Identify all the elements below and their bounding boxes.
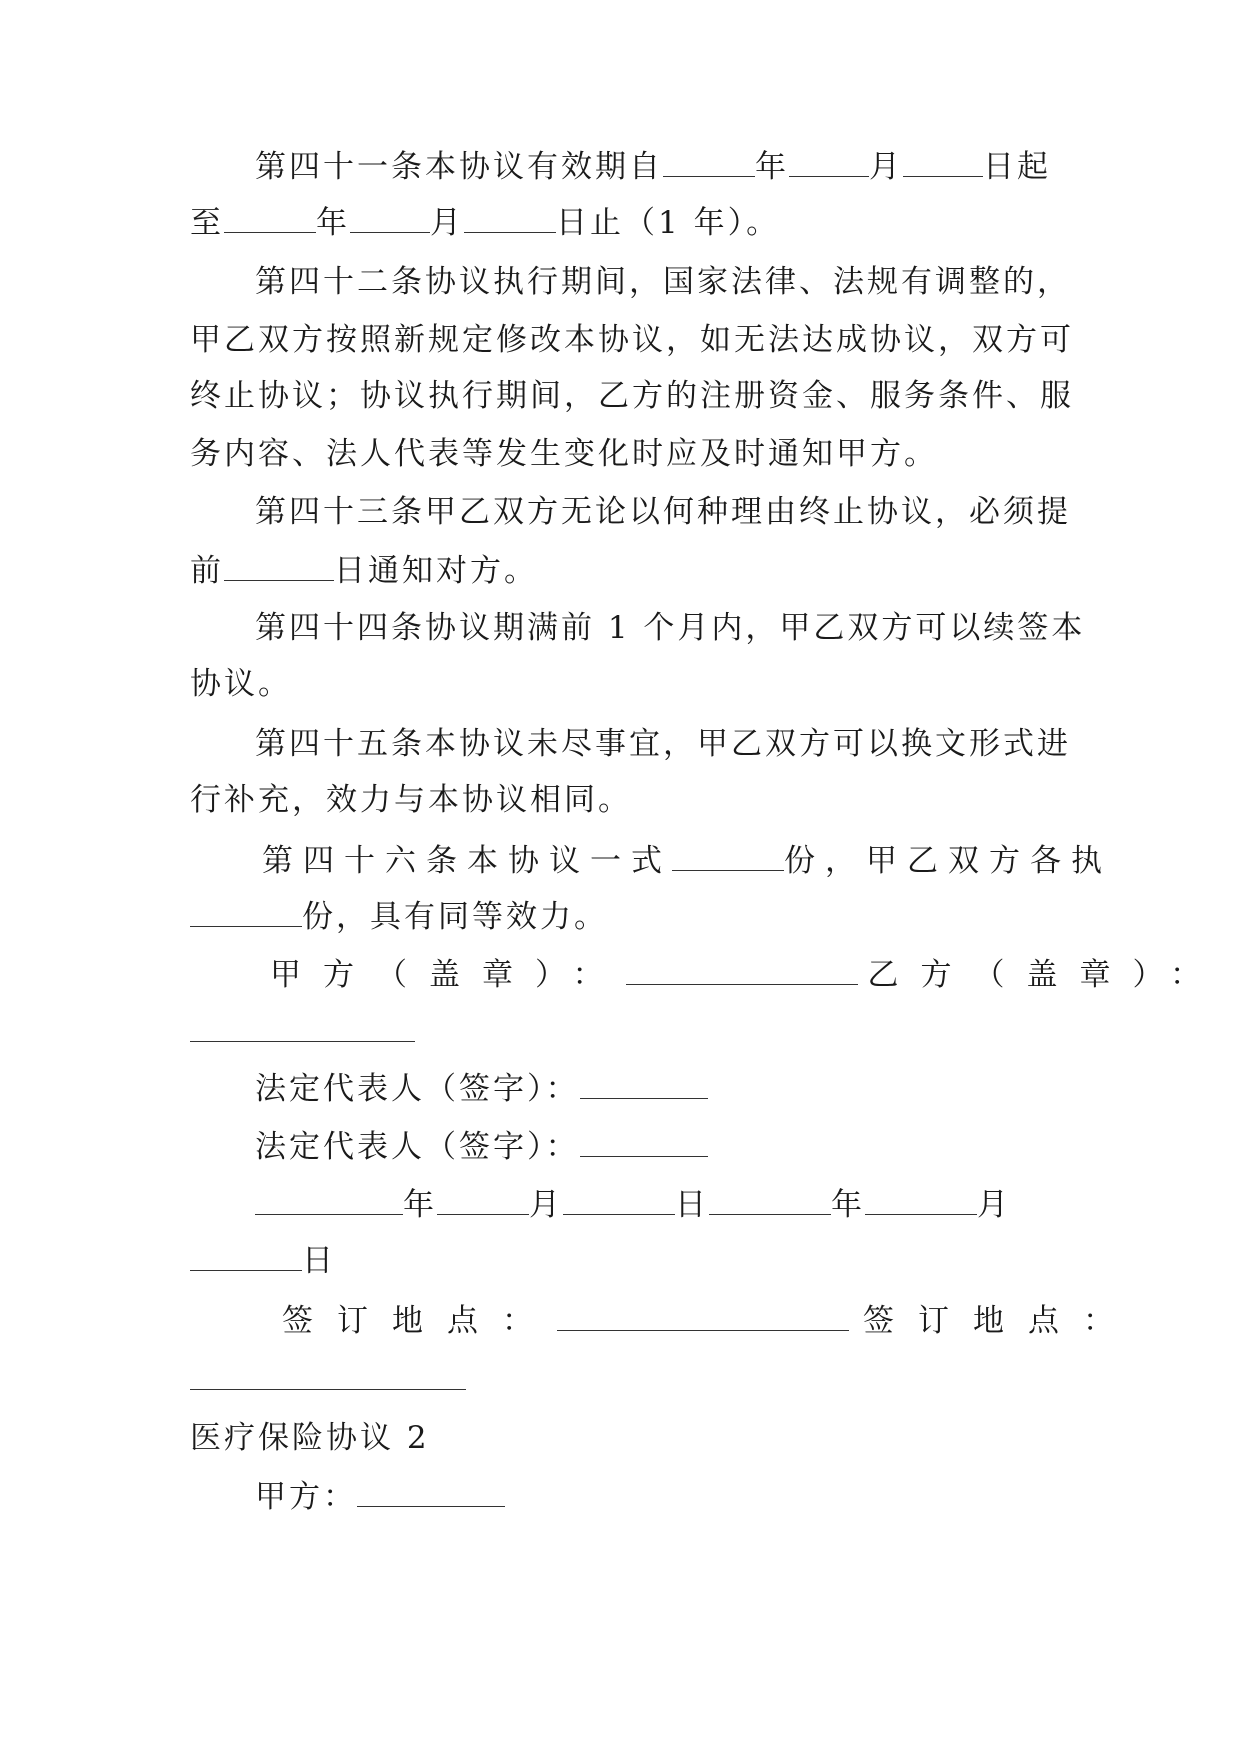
party-a-seal-label: 甲方（盖章）：: [270, 957, 626, 993]
month-blank[interactable]: [789, 146, 869, 177]
article-41-line-1: [255, 146, 1060, 186]
date-line: [255, 1184, 1060, 1224]
text: 前: [190, 553, 224, 589]
text: 至: [190, 205, 224, 241]
article-42-line-2: 甲乙双方按照新规定修改本协议，如无法达成协议，双方可: [190, 322, 1074, 358]
section-2-title: 医疗保险协议 2: [190, 1420, 430, 1456]
place-blank-a[interactable]: [557, 1300, 849, 1331]
article-46-line-2: [190, 896, 1060, 936]
month-blank[interactable]: [437, 1184, 529, 1215]
place-line: [282, 1300, 1138, 1340]
place-label-a: 签订地点：: [282, 1303, 557, 1339]
article-42-line-4: 务内容、法人代表等发生变化时应及时通知甲方。: [190, 436, 938, 472]
date-line-2: [190, 1240, 1060, 1280]
article-45-line-1: 第四十五条本协议未尽事宜，甲乙双方可以换文形式进: [255, 726, 1071, 762]
party-b-seal-blank[interactable]: [190, 1040, 415, 1042]
rep-label: 法定代表人（签字）：: [255, 1129, 580, 1165]
day-blank[interactable]: [464, 202, 556, 233]
year-blank[interactable]: [255, 1184, 403, 1215]
year-blank[interactable]: [224, 202, 316, 233]
article-43-line-2: [190, 550, 1060, 590]
day-blank[interactable]: [190, 1240, 302, 1271]
article-46-line-1: [262, 840, 1112, 880]
text: 月: [869, 149, 903, 185]
rep-label: 法定代表人（签字）：: [255, 1071, 580, 1107]
text: 年: [755, 149, 789, 185]
article-43-line-1: 第四十三条甲乙双方无论以何种理由终止协议，必须提: [255, 494, 1071, 530]
text: 第四十六条本协议一式: [262, 843, 672, 879]
text: 年: [316, 205, 350, 241]
text: 月: [977, 1187, 1011, 1223]
year-blank[interactable]: [663, 146, 755, 177]
text: 月: [430, 205, 464, 241]
seal-line: [270, 954, 1223, 994]
rep-signature-blank[interactable]: [580, 1068, 708, 1099]
year-blank[interactable]: [709, 1184, 831, 1215]
text: 份，甲乙双方各执: [784, 843, 1112, 879]
days-blank[interactable]: [224, 550, 334, 581]
article-45-line-2: 行补充，效力与本协议相同。: [190, 782, 632, 818]
text: 第四十一条本协议有效期自: [255, 149, 663, 185]
place-label-b: 签订地点：: [863, 1303, 1138, 1339]
copies-blank[interactable]: [672, 840, 784, 871]
day-blank[interactable]: [903, 146, 983, 177]
text: 日: [302, 1243, 336, 1279]
party-a-seal-blank[interactable]: [626, 954, 858, 985]
text: 日起: [983, 149, 1051, 185]
text: 年: [403, 1187, 437, 1223]
party-b-seal-label: 乙方（盖章）：: [867, 957, 1223, 993]
article-41-line-2: [190, 202, 1060, 242]
text: 份，具有同等效力。: [302, 899, 608, 935]
rep-line-2: [255, 1126, 1060, 1166]
article-42-line-3: 终止协议；协议执行期间，乙方的注册资金、服务条件、服: [190, 378, 1074, 414]
copies-each-blank[interactable]: [190, 896, 302, 927]
rep-signature-blank[interactable]: [580, 1126, 708, 1157]
article-44-line-2: 协议。: [190, 666, 292, 702]
article-44-line-1: 第四十四条协议期满前 1 个月内，甲乙双方可以续签本: [255, 610, 1086, 646]
party-a-label: 甲方：: [255, 1479, 357, 1515]
text: 日止（1 年）。: [556, 205, 781, 241]
day-blank[interactable]: [563, 1184, 675, 1215]
rep-line-1: [255, 1068, 1060, 1108]
text: 月: [529, 1187, 563, 1223]
section-2-party-a: [255, 1476, 1060, 1516]
month-blank[interactable]: [350, 202, 430, 233]
place-blank-b[interactable]: [190, 1388, 466, 1390]
month-blank[interactable]: [865, 1184, 977, 1215]
text: 日通知对方。: [334, 553, 538, 589]
article-42-line-1: 第四十二条协议执行期间，国家法律、法规有调整的，: [255, 264, 1071, 300]
text: 日: [675, 1187, 709, 1223]
party-a-blank[interactable]: [357, 1476, 505, 1507]
text: 年: [831, 1187, 865, 1223]
